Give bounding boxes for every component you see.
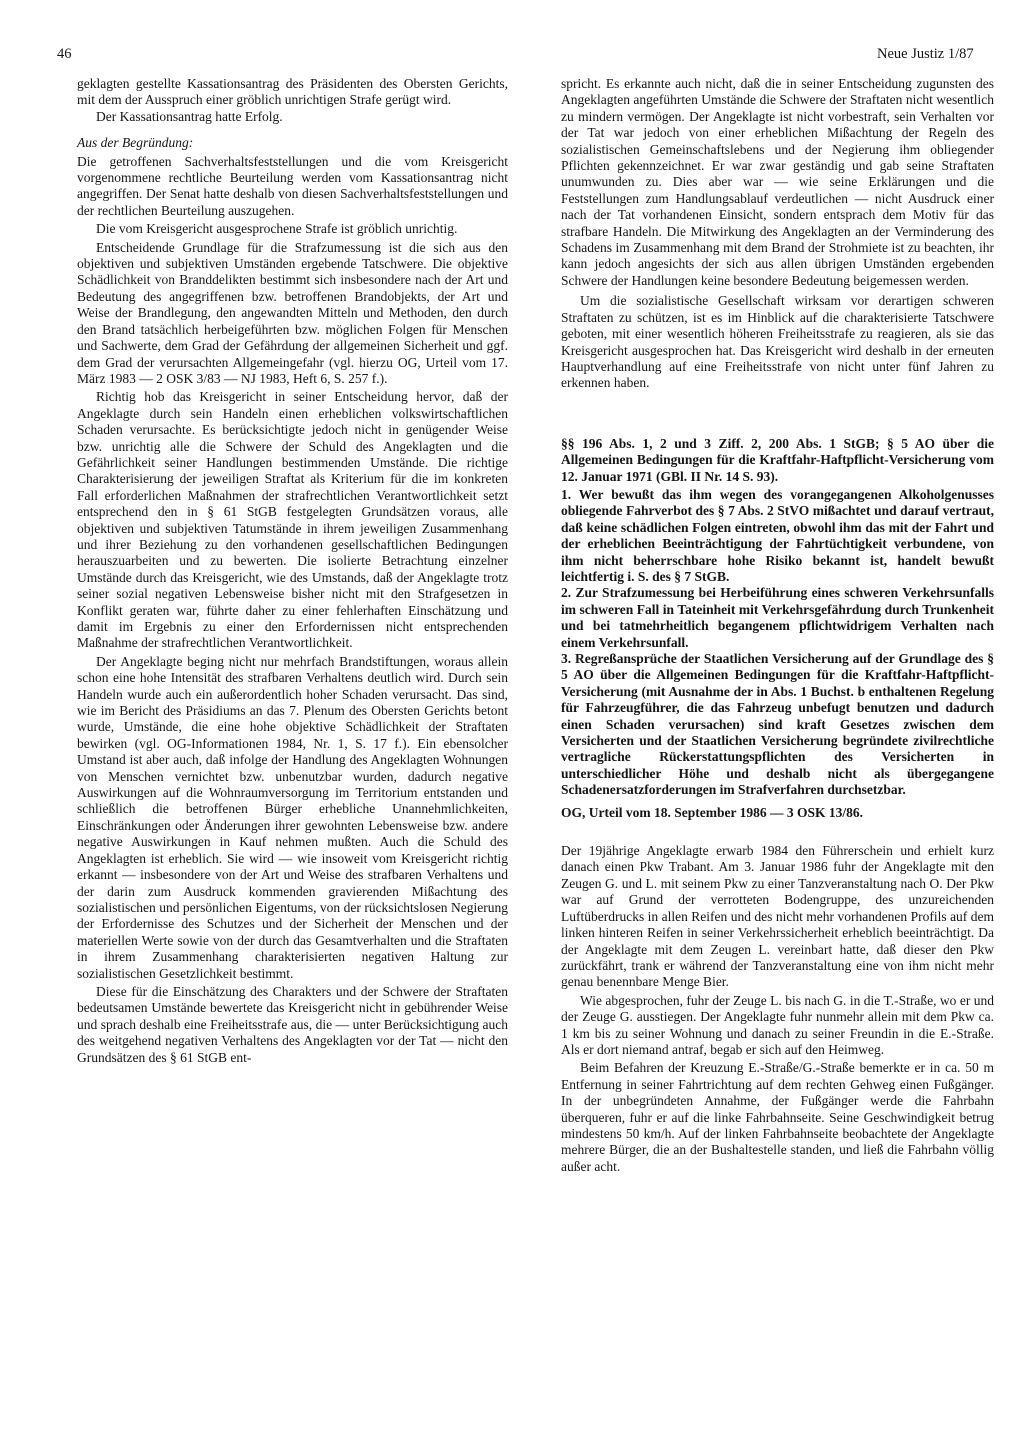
paragraph: Der 19jährige Angeklagte erwarb 1984 den Führerschein und erhielt kurz danach einen Pkw Trabant. Am 3. Januar 1986 fuhr der Angeklagte mit den Zeugen G. und L. mit seinem Pkw zu einer Tanzveranstaltung nach O. Der Pkw war auf Grund der verrotteten Bodengruppe, des unzureichenden Luftüberdrucks in allen Reifen und des nicht mehr vorhandenen Profils auf dem linken hinteren Reifen in seiner Verkehrssicherheit erheblich beeinträchtigt. Da der Angeklagte mit dem Zeugen L. vereinbart hatte, daß dieser den Pkw zurückfährt, trank er während der Tanzveranstaltung eine von ihm nicht mehr genau benennbare Menge Bier. <box>561 843 994 990</box>
ruling-1: 1. Wer bewußt das ihm wegen des vorangegangenen Alkoholgenusses obliegende Fahrverbot des § 7 Abs. 2 StVO mißachtet und darauf vertraut, daß keine schädlichen Folgen eintreten, obwohl ihm das mit der Fahrt und der erheblichen Beeinträchtigung der Fahrtüchtigkeit verbundene, von ihm nicht beherrschbare hohe Risiko bekannt ist, handelt bewußt leichtfertig i. S. des § 7 StGB. <box>561 486 994 584</box>
paragraph: Beim Befahren der Kreuzung E.-Straße/G.-Straße bemerkte er in ca. 50 m Entfernung in seiner Fahrtrichtung auf dem rechten Gehweg einen Fußgänger. In der unbegründeten Annahme, der Fußgänger werde die Fahrbahn überqueren, fuhr er auf die linke Fahrbahnseite. Seine Geschwindigkeit betrug mindestens 50 km/h. Auf der linken Fahrbahnseite beobachtete der Angeklagte mehrere Bürger, die an der Bushaltestelle standen, und ließ die Fahrbahn völlig außer acht. <box>561 1060 994 1174</box>
statute-heading: §§ 196 Abs. 1, 2 und 3 Ziff. 2, 200 Abs. 1 StGB; § 5 AO über die Allgemeinen Bedingungen für die Kraftfahr-Haftpflicht-Versicherung vom 12. Januar 1971 (GBl. II Nr. 14 S. 93). <box>561 435 994 484</box>
paragraph-continued: spricht. Es erkannte auch nicht, daß die in seiner Entscheidung zugunsten des Angeklagten angeführten Umstände die Schwere der Straftaten nicht wesentlich zu mindern vermögen. Der Angeklagte ist nicht vorbestraft, sein Verhalten vor der Tat war jedoch von einer erheblichen Mißachtung der Regeln des sozialistischen Gemeinschaftslebens und der Negierung ihm obliegender Pflichten gekennzeichnet. Er war zwar geständig und gab seine Straftaten unumwunden zu. Dies aber war — wie seine Erklärungen und die Feststellungen zum Handlungsablauf verdeutlichen — nicht Ausdruck einer nach der Tat vorhandenen Einsicht, sondern entsprach dem Motiv für das strafbare Handeln. Die Mitwirkung des Angeklagten an der Verminderung des Schadens im Zusammenhang mit dem Brand der Strohmiete ist zu beachten, ihr kann jedoch angesichts der sich aus allen übrigen Umständen ergebenden Schwere der Handlungen keine besondere Bedeutung beigemessen werden. <box>561 76 994 288</box>
ruling-2: 2. Zur Strafzumessung bei Herbeiführung eines schweren Verkehrsunfalls im schweren Fall in Tateinheit mit Verkehrsgefährdung durch Trunkenheit und bei tatmehrheitlich begangenem pflichtwidrigem Verhalten nach einem Verkehrsunfall. <box>561 585 994 650</box>
paragraph: Wie abgesprochen, fuhr der Zeuge L. bis nach G. in die T.-Straße, wo er und der Zeuge G. ausstiegen. Der Angeklagte fuhr nunmehr allein mit dem Pkw ca. 1 km bis zu seiner Wohnung und danach zu seiner Freundin in die E.-Straße. Als er dort niemand antraf, begab er sich auf den Heimweg. <box>561 992 994 1057</box>
paragraph-continued: geklagten gestellte Kassationsantrag des Präsidenten des Obersten Gerichts, mit dem der Ausspruch einer gröblich unrichtigen Strafe gerügt wird. <box>77 76 508 108</box>
journal-title: Neue Justiz 1/87 <box>877 46 974 62</box>
court-citation: OG, Urteil vom 18. September 1986 — 3 OSK 13/86. <box>561 804 863 820</box>
paragraph: Die vom Kreisgericht ausgesprochene Strafe ist gröblich unrichtig. <box>96 221 458 237</box>
paragraph: Richtig hob das Kreisgericht in seiner Entscheidung hervor, daß der Angeklagte durch sein Handeln einen erheblichen volkswirtschaftlichen Schaden verursachte. Es berücksichtigte jedoch nicht in genügender Weise bzw. unrichtig alle die Schwere der Schuld des Angeklagten und die Gefährlichkeit seiner Handlungen bestimmenden Umstände. Die richtige Charakterisierung der jeweiligen Straftat als Kriterium für die im konkreten Fall erforderlichen Maßnahmen der strafrechtlichen Verantwortlichkeit setzt entsprechend den in § 61 StGB festgelegten Grundsätzen voraus, alle objektiven und subjektiven Tatumstände in ihrem jeweiligen Zusammenhang und ihrer Beziehung zu den vorhandenen gesellschaftlichen Bedingungen herauszuarbeiten und zu bewerten. Die isolierte Betrachtung einzelner Umstände durch das Kreisgericht, wie des Umstands, daß der Angeklagte trotz seiner sozial negativen Lebensweise bisher nicht mit den Strafgesetzen in Konflikt geraten war, führte daher zu einer fehlerhaften Einschätzung und damit im Ergebnis zu einer den Erfordernissen nicht entsprechenden Maßnahme der strafrechtlichen Verantwortlichkeit. <box>77 389 508 651</box>
paragraph: Die getroffenen Sachverhaltsfeststellungen und die vom Kreisgericht vorgenommene rechtliche Beurteilung werden vom Kassationsantrag nicht angegriffen. Der Senat hatte deshalb von diesen Sachverhaltsfeststellungen und der rechtlichen Beurteilung auszugehen. <box>77 153 508 218</box>
page-number: 46 <box>57 46 72 62</box>
paragraph: Diese für die Einschätzung des Charakters und der Schwere der Straftaten bedeutsamen Umstände bewertete das Kreisgericht nicht in gebührender Weise und sprach deshalb eine Freiheitsstrafe aus, die — unter Berücksichtigung auch des weitgehend negativen Verhaltens des Angeklagten vor der Tat — nicht den Grundsätzen des § 61 StGB ent- <box>77 983 508 1065</box>
right-column <box>561 76 994 1175</box>
left-column <box>77 76 508 1066</box>
paragraph: Um die sozialistische Gesellschaft wirksam vor derartigen schweren Straftaten zu schützen, ist es im Hinblick auf die charakterisierte Tatschwere geboten, mit einer wesentlich höheren Freiheitsstrafe zu reagieren, als sie das Kreisgericht ausgesprochen hat. Das Kreisgericht wird deshalb in der erneuten Hauptverhandlung auf eine Freiheitsstrafe von nicht unter fünf Jahren zu erkennen haben. <box>561 293 994 391</box>
ruling-3: 3. Regreßansprüche der Staatlichen Versicherung auf der Grundlage des § 5 AO über die Allgemeinen Bedingungen für die Kraftfahr-Haftpflicht-Versicherung (mit Ausnahme der in Abs. 1 Buchst. b enthaltenen Regelung für Fahrzeugführer, die das Fahrzeug unbefugt benutzen und dadurch einen Schaden verursachen) sind kraft Gesetzes zwischen dem Versicherten und der Staatlichen Versicherung begründete zivilrechtliche vertragliche Rückerstattungspflichten des Versicherten in unterschiedlicher Höhe und deshalb nicht als übergegangene Schadenersatzforderungen im Strafverfahren durchsetzbar. <box>561 651 994 798</box>
paragraph: Der Angeklagte beging nicht nur mehrfach Brandstiftungen, woraus allein schon eine hohe Intensität des strafbaren Verhaltens deutlich wird. Durch sein Handeln wurde auch ein außerordentlich hoher Schaden verursacht. Das sind, wie im Bericht des Präsidiums an das 7. Plenum des Obersten Gerichts betont wurde, Umstände, die eine hohe objektive Schädlichkeit der Straftaten bewirken (vgl. OG-Informationen 1984, Nr. 1, S. 17 f.). Ein ebensolcher Umstand ist aber auch, daß infolge der Handlung des Angeklagten Wohnungen von Menschen vernichtet bzw. unbenutzbar wurden, dadurch negative Auswirkungen auf die Wohnraumversorgung im Territorium entstanden und schließlich die betroffenen Bürger erhebliche Unannehmlichkeiten, Einschränkungen oder Änderungen ihrer gewohnten Lebensweise bzw. andere negative Auswirkungen in Kauf nehmen mußten. Auch die Schuld des Angeklagten ist erheblich. Sie wird — wie insoweit vom Kreisgericht richtig erkannt — insbesondere von der Art und Weise des strafbaren Verhaltens und der darin zum Ausdruck kommenden gravierenden Mißachtung des sozialistischen und persönlichen Eigentums, von der rücksichtslosen Negierung der Erfordernisse des Schutzes und der Sicherheit der Menschen und der materiellen Werte sowie von der durch das Gesamtverhalten und die Straftaten in ihrem Zusammenhang charakterisierten negativen Haltung zur sozialistischen Gesetzlichkeit bestimmt. <box>77 653 508 981</box>
paragraph: Entscheidende Grundlage für die Strafzumessung ist die sich aus den objektiven und subjektiven Umständen ergebende Tatschwere. Die objektive Schädlichkeit von Branddelikten bestimmt sich insbesondere nach der Art und Bedeutung des angegriffenen bzw. betroffenen Brandobjekts, der Art und Weise der Brandlegung, den angewandten Mitteln und Methoden, den durch den Brand tatsächlich herbeigeführten bzw. möglichen Folgen für Menschen und Sachwerte, dem Grad der Gefährdung der allgemeinen Sicherheit und ggf. dem Grad der verursachten Allgemeingefahr (vgl. hierzu OG, Urteil vom 17. März 1983 — 2 OSK 3/83 — NJ 1983, Heft 6, S. 257 f.). <box>77 239 508 386</box>
paragraph: Der Kassationsantrag hatte Erfolg. <box>96 108 283 124</box>
section-heading: Aus der Begründung: <box>77 135 194 151</box>
